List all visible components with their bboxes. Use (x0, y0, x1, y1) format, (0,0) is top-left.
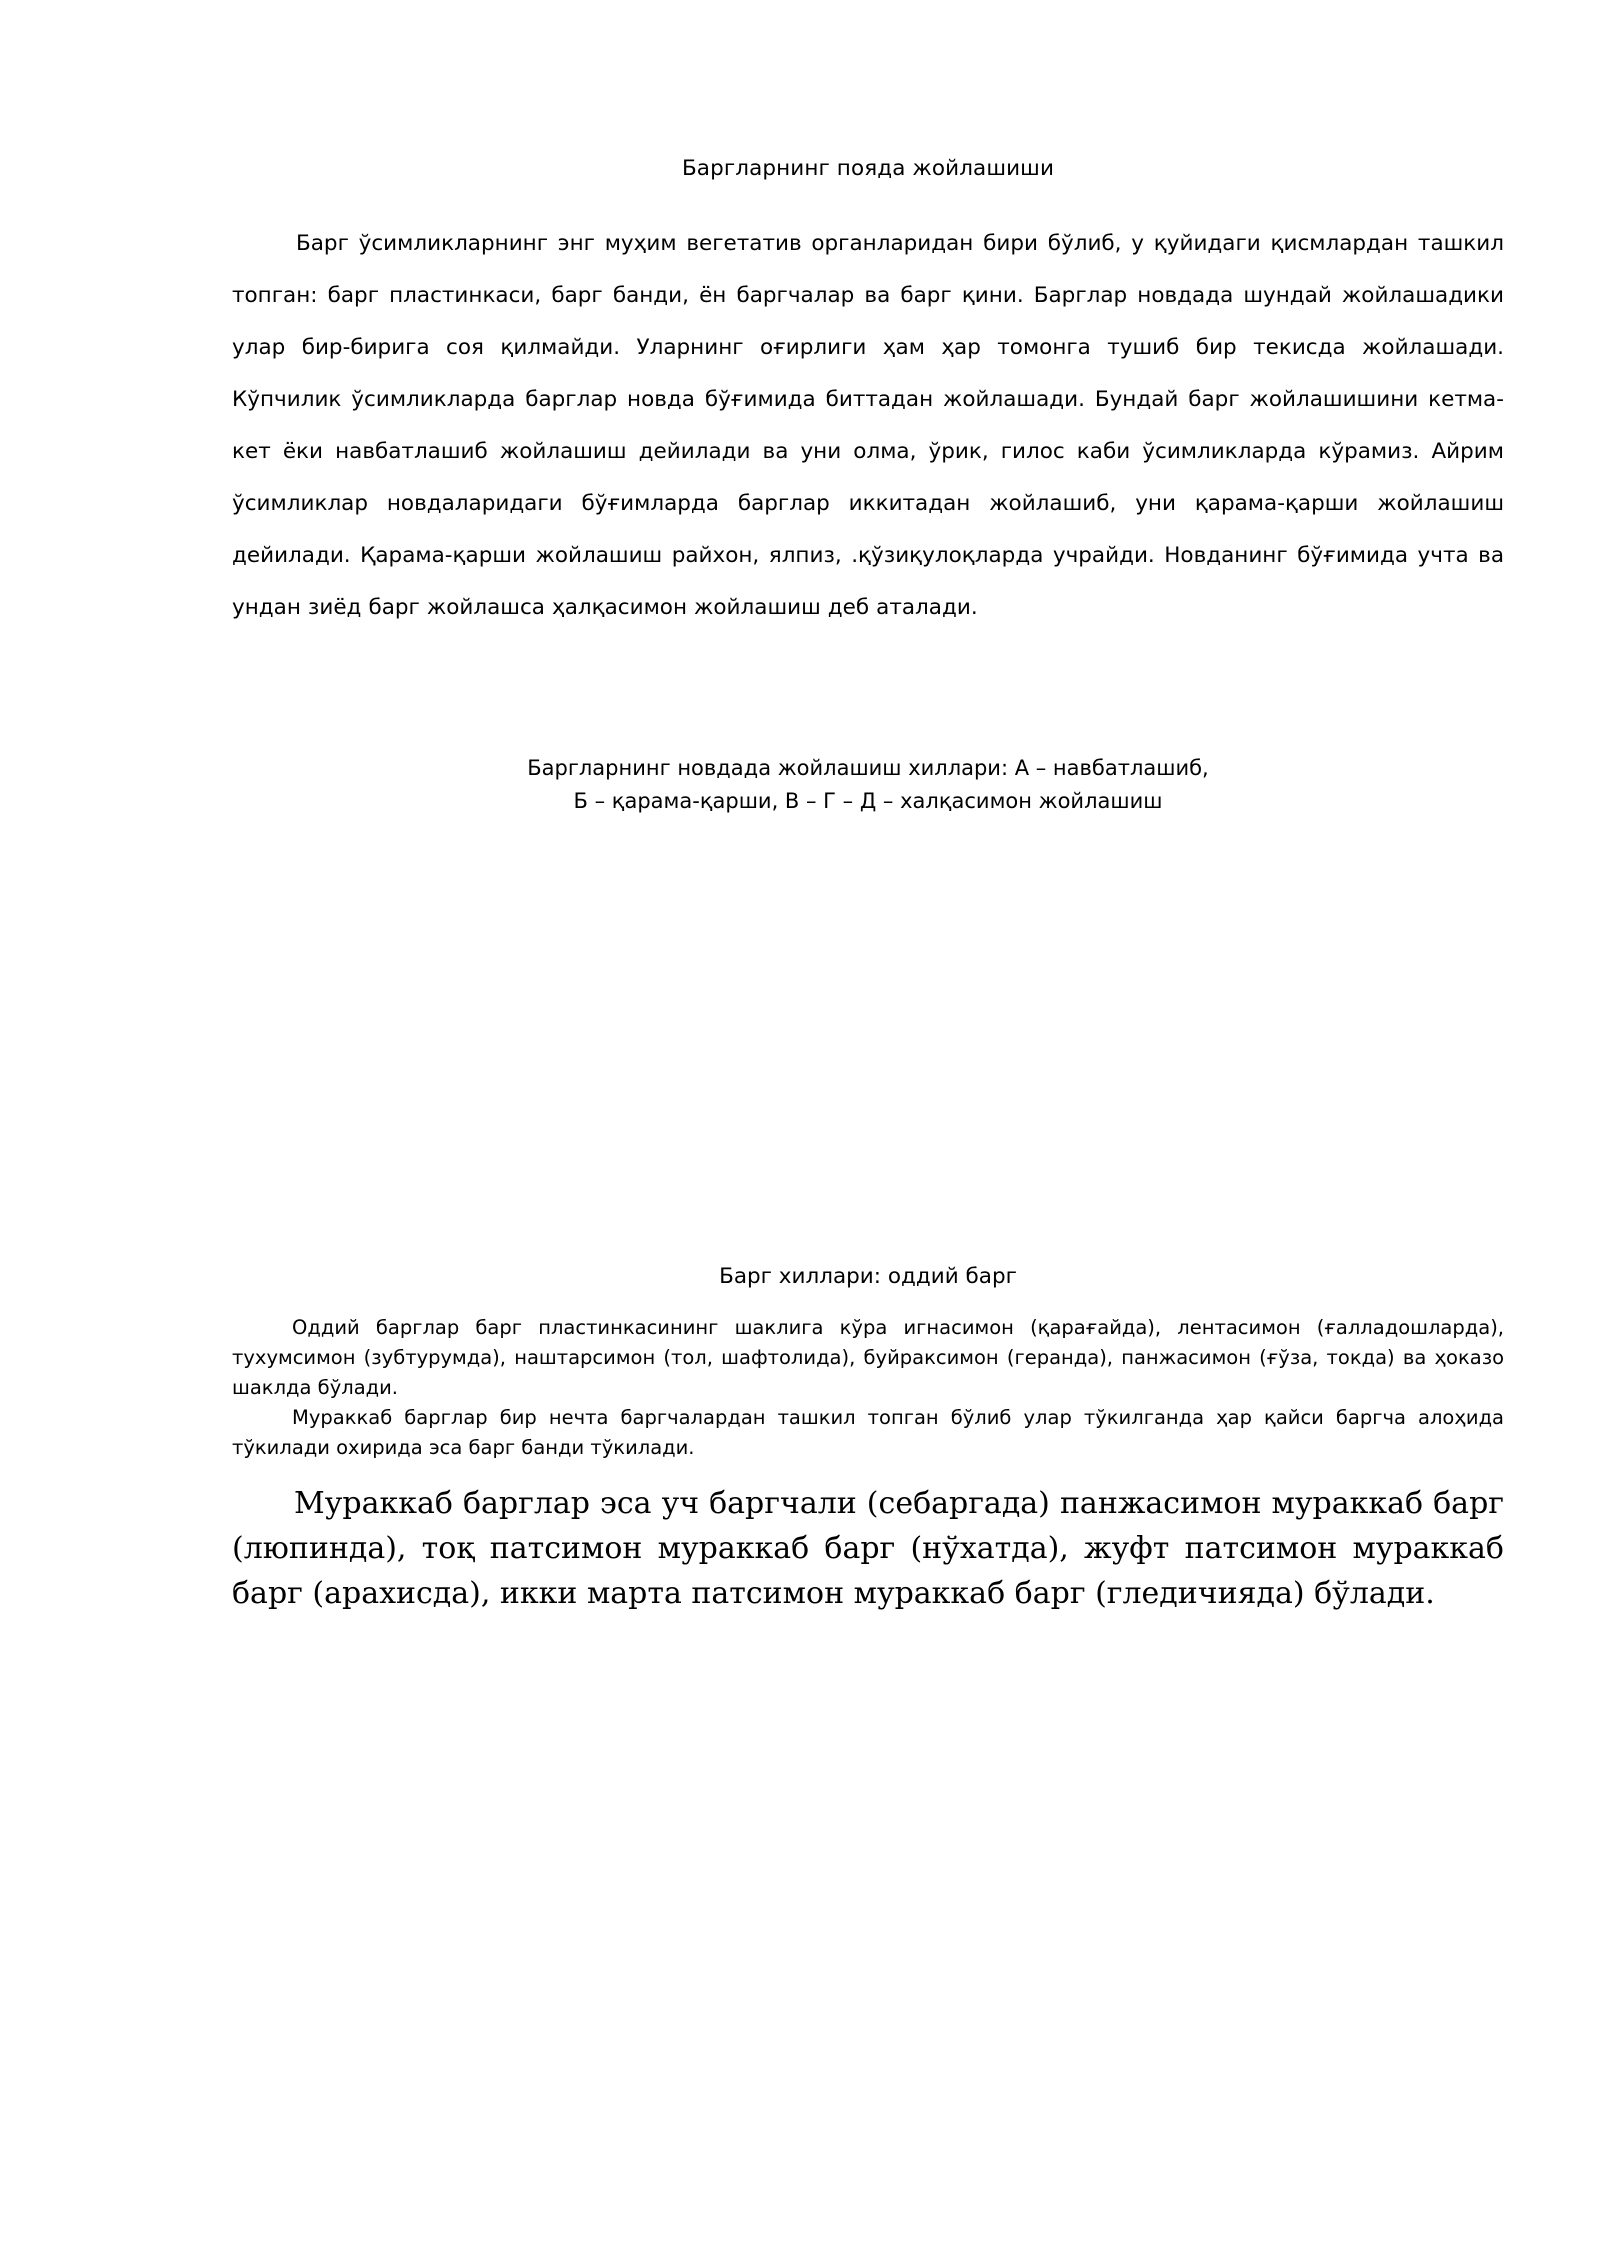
figure-placeholder-top (232, 634, 1504, 752)
figure-caption (232, 752, 1504, 818)
figure-caption-line-1: Баргларнинг новдада жойлашиш хиллари: А – навбатлашиб, (527, 755, 1209, 780)
figure-placeholder-bottom (232, 818, 1504, 1266)
compound-leaf-paragraph: Мураккаб барглар бир нечта баргчалардан ташкил топган бўлиб улар тўкилганда ҳар қайси баргча алоҳида тўкилади охирида эса барг банди тўкилади. (232, 1406, 1504, 1459)
document-content (232, 0, 1504, 2136)
simple-leaf-description-block (232, 1313, 1504, 1463)
compound-leaf-types-paragraph: Мураккаб барглар эса уч баргчали (себаргада) панжасимон мураккаб барг (люпинда), тоқ патсимон мураккаб барг (нўхатда), жуфт патсимон мураккаб барг (арахисда), икки марта патсимон мураккаб барг (гледичияда) бўлади. (232, 1486, 1504, 1611)
main-paragraph: Барг ўсимликларнинг энг муҳим вегетатив органларидан бири бўлиб, у қуйидаги қисмлардан ташкил топган: барг пластинкаси, барг банди, ён баргчалар ва барг қини. Барглар новдада шундай жойлашадики улар бир-бирига соя қилмайди. Уларнинг оғирлиги ҳам ҳар томонга тушиб бир текисда жойлашади. Кўпчилик ўсимликларда барглар новда бўғимида биттадан жойлашади. Бундай барг жойлашишини кетма-кет ёки навбатлашиб жойлашиш дейилади ва уни олма, ўрик, гилос каби ўсимликларда кўрамиз. Айрим ўсимликлар новдаларидаги бўғимларда барглар иккитадан жойлашиб, уни қарама-қарши жойлашиш дейилади. Қарама-қарши жойлашиш райхон, ялпиз, .қўзиқулоқларда учрайди. Новданинг бўғимида учта ва ундан зиёд барг жойлашса ҳалқасимон жойлашиш деб аталади. (232, 230, 1504, 620)
page-title: Баргларнинг пояда жойлашиши (681, 156, 1055, 181)
figure-caption-line-2: Б – қарама-қарши, В – Г – Д – халқасимон жойлашиш (573, 788, 1163, 813)
section-title: Барг хиллари: оддий барг (719, 1263, 1017, 1289)
simple-leaf-paragraph: Оддий барглар барг пластинкасининг шаклига кўра игнасимон (қарағайда), лентасимон (ғалладошларда), тухумсимон (зубтурумда), наштарсимон (тол, шафтолида), буйраксимон (геранда), панжасимон (ғўза, токда) ва ҳоказо шаклда бўлади. (232, 1316, 1504, 1399)
page-bottom-whitespace (232, 1616, 1504, 2136)
